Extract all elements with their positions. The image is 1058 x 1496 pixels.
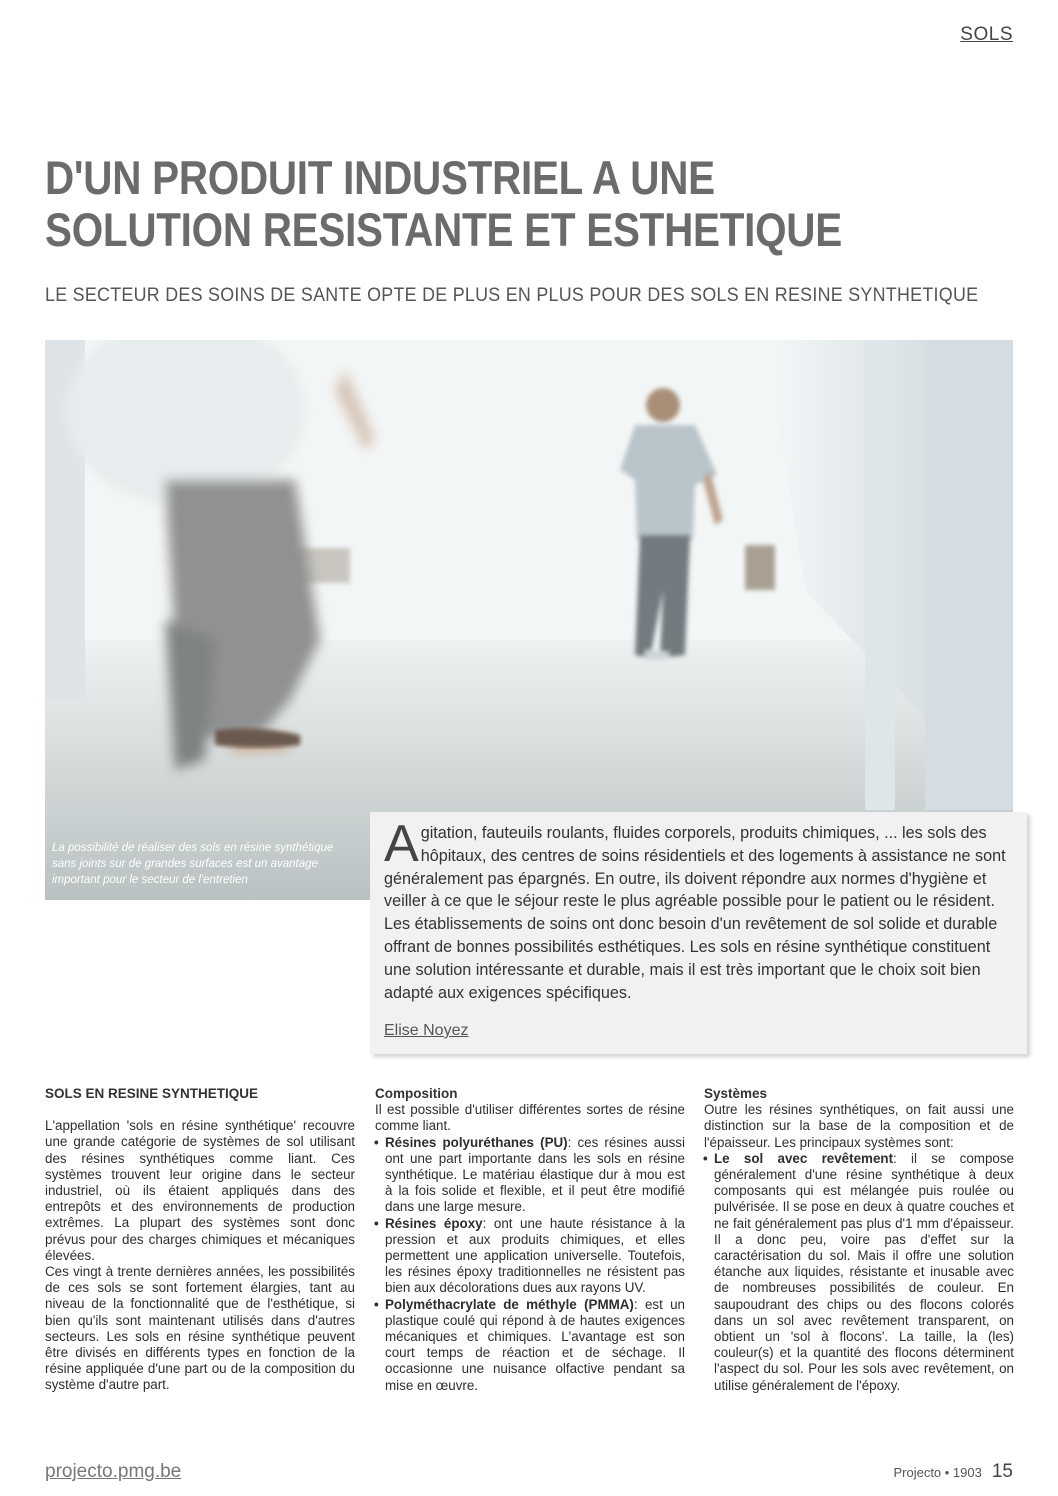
page-number: 15 <box>991 1461 1013 1482</box>
photo-caption: La possibilité de réaliser des sols en résine synthétique sans joints sur de grandes surfaces est un avantage important pour le secteur de l'entretien <box>52 842 334 886</box>
article-title <box>45 152 888 256</box>
author-name[interactable]: Elise Noyez <box>384 1022 469 1039</box>
col2-intro: Il est possible d'utiliser différentes sortes de résine comme liant. <box>375 1102 685 1134</box>
title-line-2: SOLUTION RESISTANTE ET ESTHETIQUE <box>45 203 842 256</box>
section-heading-sols-resine: SOLS EN RESINE SYNTHETIQUE <box>45 1086 259 1101</box>
section-heading-systemes: Systèmes <box>704 1086 768 1101</box>
column-2 <box>375 1086 685 1394</box>
col1-paragraph-2: Ces vingt à trente dernières années, les possibilités de ces sols se sont fortement élargies, tant au niveau de la fonctionnalité que de l'esthétique, si bien qu'ils sont maintenant utilisés dans d'autres secteurs. Les sols en résine synthétique peuvent être divisés en différents types en fonction de la résine appliquée d'une part ou de la composition du système d'autre part. <box>45 1264 355 1393</box>
column-3 <box>704 1086 1014 1394</box>
section-heading-composition: Composition <box>375 1086 458 1101</box>
article-subtitle: LE SECTEUR DES SOINS DE SANTE OPTE DE PLUS EN PLUS POUR DES SOLS EN RESINE SYNTHETIQUE <box>45 285 979 306</box>
drop-cap: A <box>384 815 419 873</box>
section-tag[interactable]: SOLS <box>960 24 1013 45</box>
lead-text: gitation, fauteuils roulants, fluides corporels, produits chimiques, ... les sols des hôpitaux, des centres de soins résidentiels et des logements à assistance ne sont généralement pas épargnés. En outre, ils doivent répondre aux normes d'hygiène et veiller à ce que le séjour reste le plus agréable possible pour le patient ou le résident. Les établissements de soins ont donc besoin d'un revêtement de sol solide et durable offrant de bonnes possibilités esthétiques. Les sols en résine synthétique constituent une solution intéressante et durable, mais il est très important que le choix soit bien adapté aux exigences spécifiques. <box>384 824 1006 1002</box>
page-footer <box>893 1461 1013 1483</box>
col3-intro: Outre les résines synthétiques, on fait aussi une distinction sur la base de la composition et de l'épaisseur. Les principaux systèmes sont: <box>704 1102 1014 1150</box>
list-item-term: Résines polyuréthanes (PU) <box>385 1134 568 1150</box>
website-link[interactable]: projecto.pmg.be <box>45 1461 182 1482</box>
list-item-term: Le sol avec revêtement <box>714 1150 894 1166</box>
list-item <box>375 1216 685 1297</box>
lead-paragraph <box>384 815 1014 1004</box>
list-item-term: Résines époxy <box>385 1215 483 1231</box>
list-item <box>375 1297 685 1394</box>
col1-paragraph-1: L'appellation 'sols en résine synthétique' recouvre une grande catégorie de systèmes de sol utilisant des résines synthétiques comme liant. Ces systèmes trouvent leur origine dans le secteur industriel, où ils étaient appliqués dans des entrepôts et des environnements de production extrêmes. La plupart des systèmes sont donc prévus pour des charges chimiques et mécaniques élevées. <box>45 1118 355 1263</box>
list-item-text: : ces résines aussi ont une part importante dans les sols en résine synthétique. Le matériau élastique dur à mou est à la fois solide et flexible, et il peut être modifié dans une large mesure. <box>385 1134 685 1215</box>
lead-box <box>370 812 1027 1054</box>
title-line-1: D'UN PRODUIT INDUSTRIEL A UNE <box>45 151 715 204</box>
column-1 <box>45 1086 355 1394</box>
list-item-term: Polyméthacrylate de méthyle (PMMA) <box>385 1296 634 1312</box>
list-item <box>704 1151 1014 1394</box>
magazine-issue: Projecto • 1903 <box>893 1465 982 1480</box>
list-item-text: : est un plastique coulé qui répond à de hautes exigences mécaniques et chimiques. L'avantage est son court temps de réaction et de séchage. Il occasionne une nuisance olfactive pendant sa mise en œuvre. <box>385 1296 686 1393</box>
list-item <box>375 1135 685 1216</box>
list-item-text: : ont une haute résistance à la pression et aux produits chimiques, et elles permettent une application universelle. Toutefois, les résines époxy traditionnelles ne résistent pas bien aux décolorations dues aux rayons UV. <box>385 1215 685 1296</box>
list-item-text: : il se compose généralement d'une résine synthétique à deux composants qui est mélangée puis roulée ou pulvérisée. Il se pose en deux à quatre couches et ne fait généralement pas plus d'1 mm d'épaisseur. Il a donc peu, voire pas d'effet sur la caractérisation du sol. Mais il offre une solution étanche aux liquides, résistante et inusable avec de nombreuses possibilités de couleur. En saupoudrant des chips ou des flocons colorés dans un sol avec revêtement transparent, on obtient un 'sol à flocons'. La taille, la (les) couleur(s) et la quantité des flocons déterminent l'aspect du sol. Pour les sols avec revêtement, on utilise généralement de l'époxy. <box>714 1150 1014 1393</box>
